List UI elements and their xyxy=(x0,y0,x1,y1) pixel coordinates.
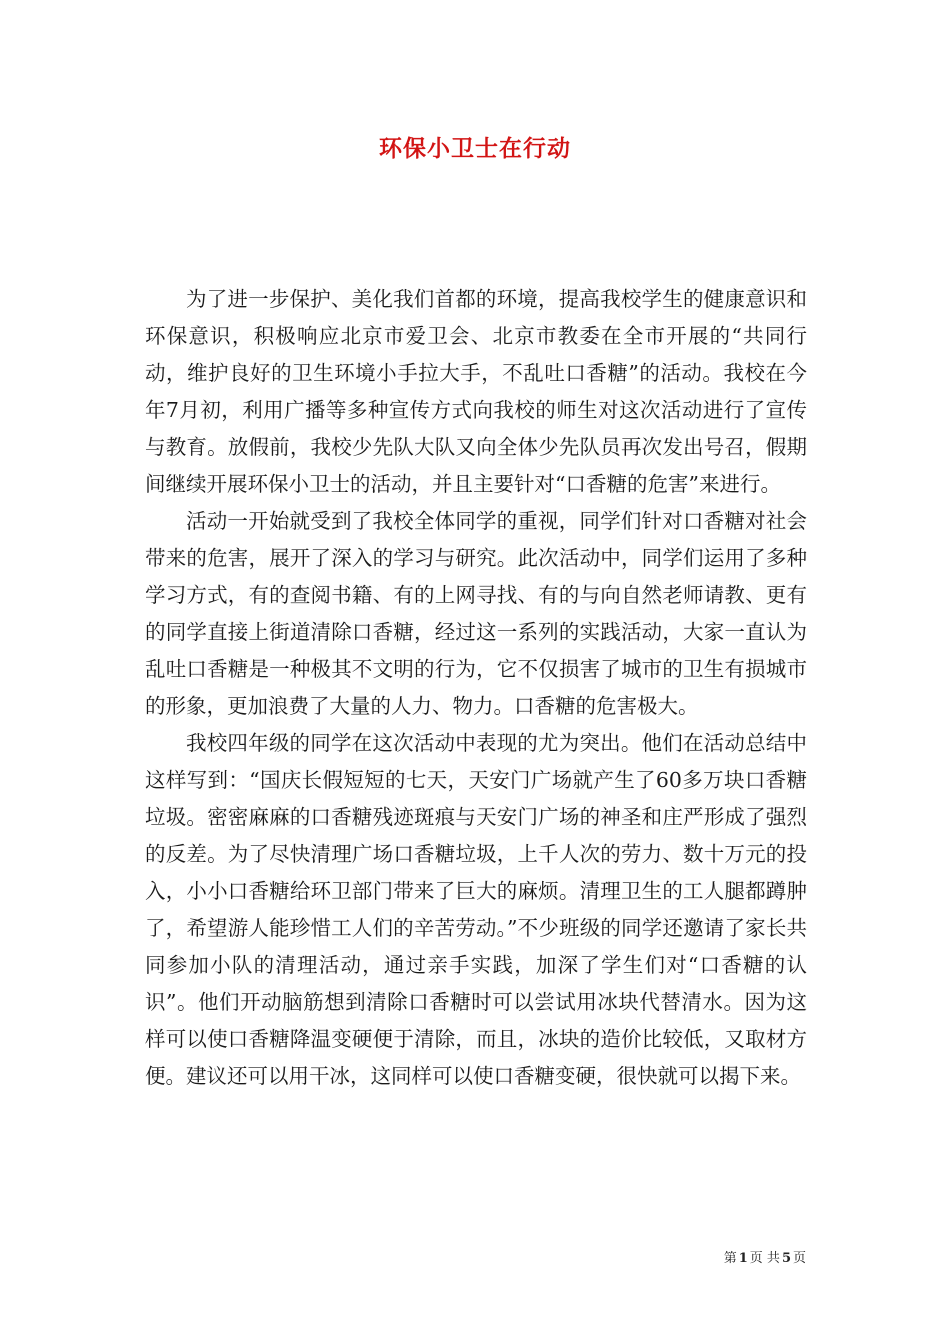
paragraph-2: 活动一开始就受到了我校全体同学的重视，同学们针对口香糖对社会带来的危害，展开了深入的学习与研究。此次活动中，同学们运用了多种学习方式，有的查阅书籍、有的上网寻找、有的与向自然老师请教、更有的同学直接上街道清除口香糖，经过这一系列的实践活动，大家一直认为乱吐口香糖是一种极其不文明的行为，它不仅损害了城市的卫生有损城市的形象，更加浪费了大量的人力、物力。口香糖的危害极大。 xyxy=(145,509,807,718)
paragraph-3: 我校四年级的同学在这次活动中表现的尤为突出。他们在活动总结中这样写到：“国庆长假短短的七天，天安门广场就产生了60多万块口香糖垃圾。密密麻麻的口香糖残迹斑痕与天安门广场的神圣和庄严形成了强烈的反差。为了尽快清理广场口香糖垃圾，上千人次的劳力、数十万元的投入，小小口香糖给环卫部门带来了巨大的麻烦。清理卫生的工人腿都蹲肿了，希望游人能珍惜工人们的辛苦劳动。”不少班级的同学还邀请了家长共同参加小队的清理活动，通过亲手实践，加深了学生们对“口香糖的认识”。他们开动脑筋想到清除口香糖时可以尝试用冰块代替清水。因为这样可以使口香糖降温变硬便于清除，而且，冰块的造价比较低，又取材方便。建议还可以用干冰，这同样可以使口香糖变硬，很快就可以揭下来。 xyxy=(145,731,807,1088)
document-body xyxy=(145,281,807,1095)
footer-middle: 页 共 xyxy=(749,1251,780,1266)
document-title: 环保小卫士在行动 xyxy=(379,135,571,162)
footer-prefix: 第 xyxy=(723,1251,737,1266)
current-page-number: 1 xyxy=(738,1251,748,1266)
footer-suffix: 页 xyxy=(792,1251,806,1266)
total-pages-number: 5 xyxy=(781,1251,791,1266)
paragraph-1: 为了进一步保护、美化我们首都的环境，提高我校学生的健康意识和环保意识，积极响应北京市爱卫会、北京市教委在全市开展的“共同行动，维护良好的卫生环境小手拉大手，不乱吐口香糖”的活动。我校在今年7月初，利用广播等多种宣传方式向我校的师生对这次活动进行了宣传与教育。放假前，我校少先队大队又向全体少先队员再次发出号召，假期间继续开展环保小卫士的活动，并且主要针对“口香糖的危害”来进行。 xyxy=(145,287,807,496)
page-footer xyxy=(0,1247,806,1266)
